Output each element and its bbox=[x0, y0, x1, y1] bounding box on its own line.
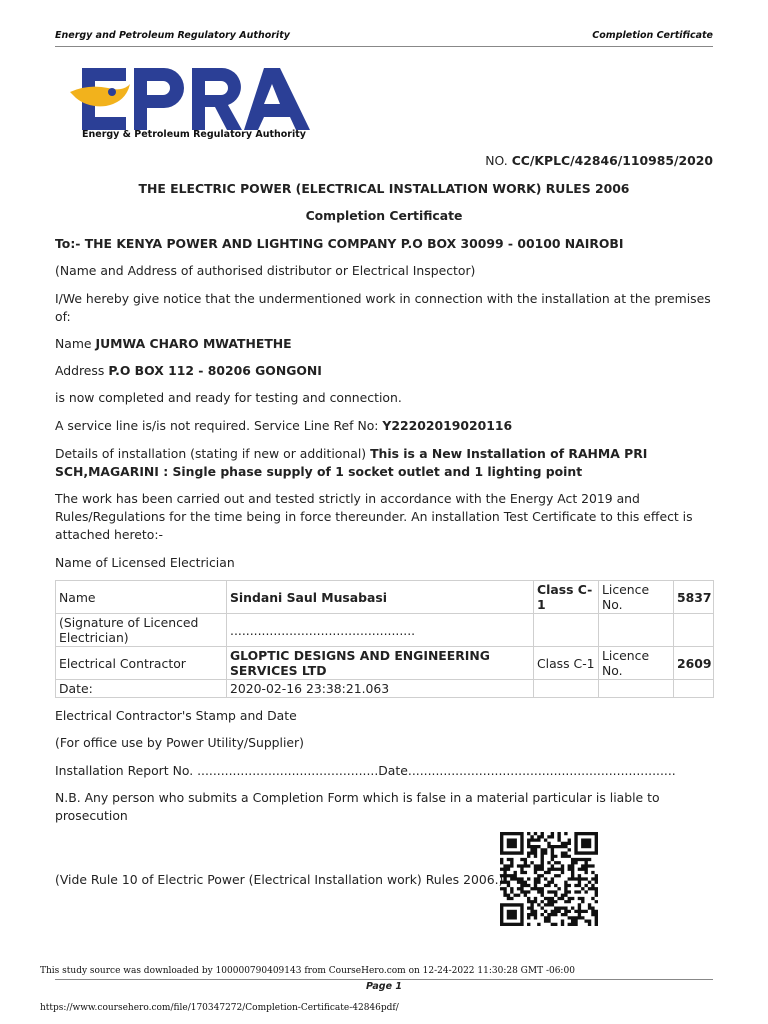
office-use-note: (For office use by Power Utility/Supplier) bbox=[55, 735, 304, 750]
recipient-line: To:- THE KENYA POWER AND LIGHTING COMPANY P.O BOX 30099 - 00100 NAIROBI bbox=[55, 236, 624, 251]
header-authority: Energy and Petroleum Regulatory Authority bbox=[55, 30, 290, 41]
logo-tagline: Energy & Petroleum Regulatory Authority bbox=[82, 129, 306, 140]
header-divider bbox=[55, 46, 713, 47]
notice-paragraph: I/We hereby give notice that the undermentioned work in connection with the installation at the premises of: bbox=[55, 291, 711, 324]
signature-field: ............................................... bbox=[227, 614, 534, 647]
stamp-line: Electrical Contractor's Stamp and Date bbox=[55, 708, 297, 723]
name-label: Name bbox=[55, 336, 92, 351]
details-value: This is a New Installation of RAHMA PRI SCH,MAGARINI : Single phase supply of 1 socket outlet and 1 lighting point bbox=[55, 446, 648, 479]
page-number: Page 1 bbox=[366, 981, 402, 992]
installation-details bbox=[55, 445, 715, 481]
table-row bbox=[56, 614, 714, 647]
cert-no-value: CC/KPLC/42846/110985/2020 bbox=[511, 153, 713, 168]
licence-label: Licence No. bbox=[599, 647, 674, 680]
licensed-electrician-heading: Name of Licensed Electrician bbox=[55, 555, 235, 570]
source-url[interactable]: https://www.coursehero.com/file/170347272/Completion-Certificate-42846pdf/ bbox=[40, 1003, 399, 1013]
service-line-label: A service line is/is not required. Service Line Ref No: bbox=[55, 418, 379, 433]
row-label: Electrical Contractor bbox=[56, 647, 227, 680]
vide-rule: (Vide Rule 10 of Electric Power (Electrical Installation work) Rules 2006.) bbox=[55, 872, 504, 887]
licence-table bbox=[55, 580, 714, 698]
service-line-ref: Y22202019020116 bbox=[382, 418, 513, 433]
completion-statement: is now completed and ready for testing and connection. bbox=[55, 390, 402, 405]
rules-title: THE ELECTRIC POWER (ELECTRICAL INSTALLATION WORK) RULES 2006 bbox=[138, 181, 630, 196]
nb-warning: N.B. Any person who submits a Completion Form which is false in a material particular is liable to prosecution bbox=[55, 790, 660, 823]
contractor-name: GLOPTIC DESIGNS AND ENGINEERING SERVICES LTD bbox=[227, 647, 534, 680]
document-title: Completion Certificate bbox=[305, 208, 463, 223]
row-label: (Signature of Licenced Electrician) bbox=[56, 614, 227, 647]
recipient-note: (Name and Address of authorised distributor or Electrical Inspector) bbox=[55, 263, 476, 278]
header-doc-type: Completion Certificate bbox=[592, 30, 713, 41]
premises-name bbox=[55, 335, 715, 353]
electrician-name: Sindani Saul Musabasi bbox=[227, 581, 534, 614]
footer-divider bbox=[55, 979, 713, 980]
address-label: Address bbox=[55, 363, 105, 378]
table-row bbox=[56, 581, 714, 614]
electrician-class: Class C-1 bbox=[534, 581, 599, 614]
row-label: Name bbox=[56, 581, 227, 614]
qr-code-graphic bbox=[500, 832, 598, 926]
qr-code bbox=[500, 832, 598, 926]
premises-address bbox=[55, 362, 715, 380]
table-row bbox=[56, 680, 714, 698]
epra-logo bbox=[68, 62, 318, 144]
contractor-class: Class C-1 bbox=[534, 647, 599, 680]
cert-no-label: NO. bbox=[485, 153, 508, 168]
address-value: P.O BOX 112 - 80206 GONGONI bbox=[108, 363, 322, 378]
contractor-licence-no: 2609 bbox=[674, 647, 714, 680]
certificate-number bbox=[485, 153, 713, 168]
work-statement: The work has been carried out and tested strictly in accordance with the Energy Act 2019 and Rules/Regulations for the time being in force thereunder. An installation Test Certificate to this effect is attached hereto:- bbox=[55, 491, 693, 542]
service-line bbox=[55, 417, 715, 435]
details-label: Details of installation (stating if new or additional) bbox=[55, 446, 367, 461]
certificate-date: 2020-02-16 23:38:21.063 bbox=[227, 680, 534, 698]
installation-report-line: Installation Report No. ..............................................Date.................................................................... bbox=[55, 763, 676, 778]
name-value: JUMWA CHARO MWATHETHE bbox=[95, 336, 292, 351]
electrician-licence-no: 5837 bbox=[674, 581, 714, 614]
row-label: Date: bbox=[56, 680, 227, 698]
licence-label: Licence No. bbox=[599, 581, 674, 614]
download-source-note: This study source was downloaded by 100000790409143 from CourseHero.com on 12-24-2022 11:30:28 GMT -06:00 bbox=[40, 966, 575, 976]
table-row bbox=[56, 647, 714, 680]
